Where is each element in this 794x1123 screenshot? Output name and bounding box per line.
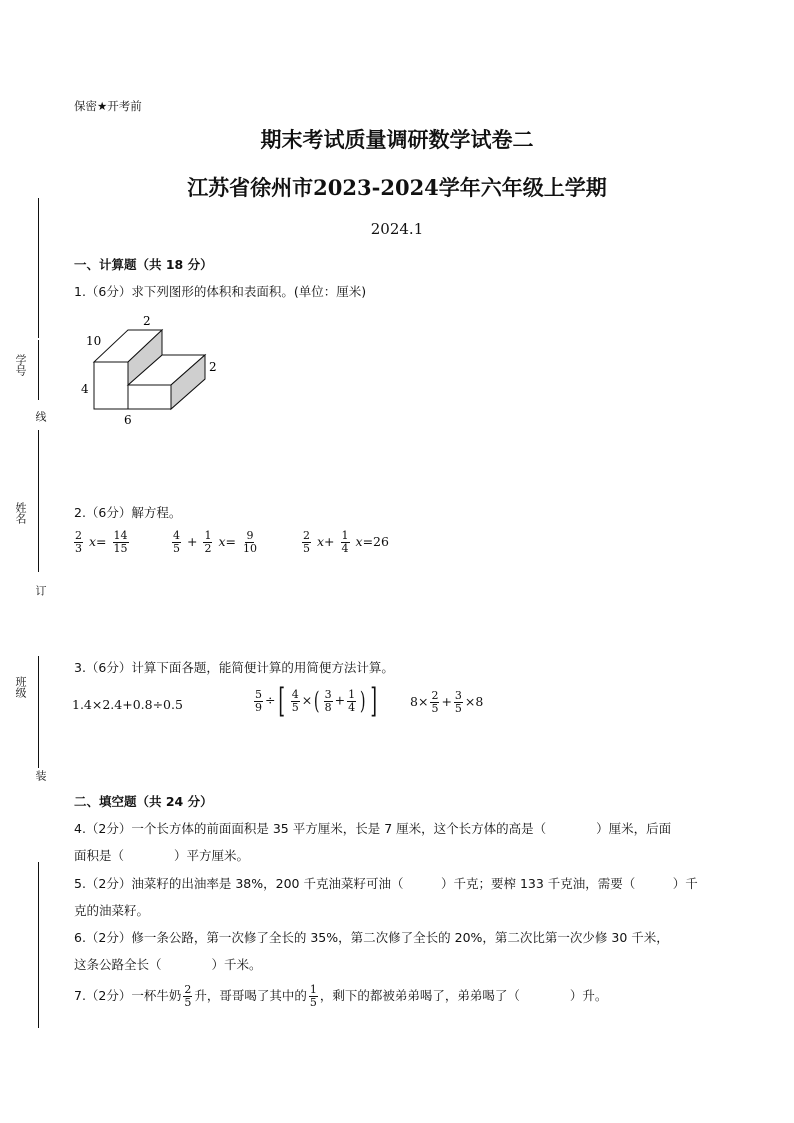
q6-line1: 6.（2分）修一条公路，第一次修了全长的 35%，第二次修了全长的 20%，第二次比第一次少修 30 千米， [74, 930, 669, 945]
exam-title: 期末考试质量调研数学试卷二 [260, 127, 534, 152]
q2-equation-2: $\frac{4}{5}$ + $\frac{1}{2}$ x= $\frac{9}{10}$ [173, 529, 257, 555]
binding-label-xian: 线 [34, 411, 47, 422]
q4-line2: 面积是（ ）平方厘米。 [74, 848, 250, 863]
binding-line [38, 430, 39, 572]
q1-text: 1.（6分）求下列图形的体积和表面积。(单位：厘米) [74, 284, 367, 299]
q7-text: 7.（2分）一杯牛奶 $\frac{2}{5}$ 升，哥哥喝了其中的 $\frac{1}{5}$ ，剩下的都被弟弟喝了，弟弟喝了（ ）升。 [74, 983, 608, 1009]
q3-expression-2: $\frac{5}{9}$ ÷[ $\frac{4}{5}$ ×( $\frac{3}{8}$ + $\frac{1}{4}$ ) ] [255, 681, 378, 721]
binding-label-xingming: 姓名 [14, 502, 27, 524]
binding-label-xuehao: 学号 [14, 354, 27, 376]
fig-label-right: 2 [209, 360, 217, 374]
fig-label-height: 4 [81, 382, 89, 396]
q4-line1: 4.（2分）一个长方体的前面面积是 35 平方厘米，长是 7 厘米，这个长方体的高是（ ）厘米，后面 [74, 821, 672, 836]
q5-line2: 克的油菜籽。 [74, 903, 150, 918]
binding-line [38, 340, 39, 400]
exam-subtitle: 江苏省徐州市2023-2024学年六年级上学期 [187, 175, 607, 200]
binding-line [38, 198, 39, 338]
solid-figure [70, 305, 240, 435]
exam-date: 2024.1 [370, 220, 424, 238]
q3-expression-1: 1.4×2.4+0.8÷0.5 [72, 697, 183, 712]
binding-label-banji: 班级 [14, 676, 27, 698]
fig-label-top: 2 [143, 314, 151, 328]
q5-line1: 5.（2分）油菜籽的出油率是 38%，200 千克油菜籽可油（ ）千克；要榨 133 千克油，需要（ ）千 [74, 876, 698, 891]
binding-line [38, 656, 39, 768]
section2-heading: 二、填空题（共 24 分） [74, 794, 213, 809]
q3-text: 3.（6分）计算下面各题，能简便计算的用简便方法计算。 [74, 660, 394, 675]
binding-label-zhuang: 装 [34, 770, 47, 781]
fig-label-depth: 10 [86, 334, 102, 348]
fig-label-width: 6 [124, 413, 132, 427]
q2-equation-1: $\frac{2}{3}$ x= $\frac{14}{15}$ [75, 529, 128, 555]
confidential-label: 保密★开考前 [74, 99, 142, 113]
binding-label-ding: 订 [34, 585, 47, 596]
q2-equation-3: $\frac{2}{5}$ x+ $\frac{1}{4}$ x=26 [303, 529, 389, 555]
binding-line [38, 862, 39, 1028]
q2-text: 2.（6分）解方程。 [74, 505, 182, 520]
section1-heading: 一、计算题（共 18 分） [74, 257, 213, 272]
q3-expression-3: 8× $\frac{2}{5}$ + $\frac{3}{5}$ ×8 [410, 689, 484, 715]
q6-line2: 这条公路全长（ ）千米。 [74, 957, 262, 972]
